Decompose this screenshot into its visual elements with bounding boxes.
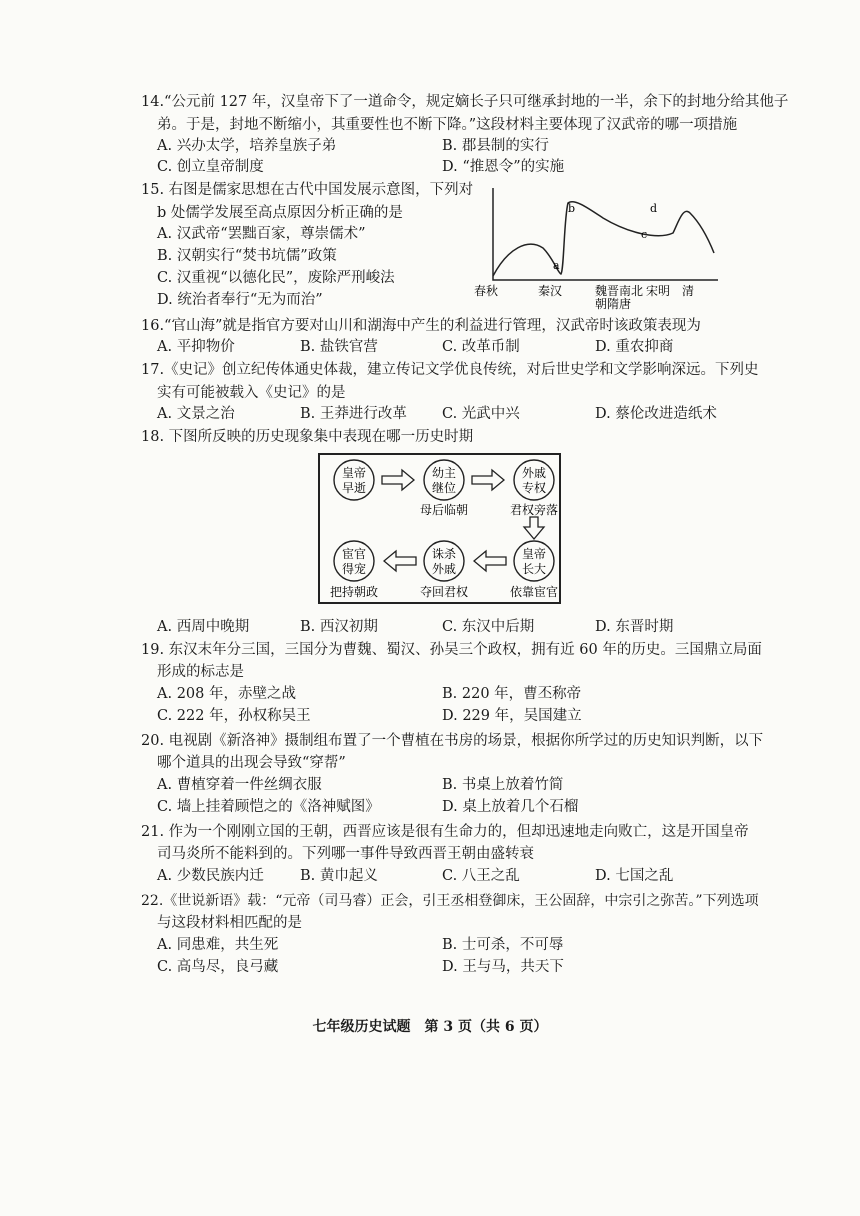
q17-option-d: D. 蔡伦改进造纸术 [595,406,717,422]
node4-line2: 长大 [521,562,547,576]
q21-option-a: A. 少数民族内迁 [157,868,264,884]
q19-stem-line1: 19. 东汉末年分三国，三国分为曹魏、蜀汉、孙吴三个政权，拥有近 60 年的历史。三国鼎立局面 [141,642,762,658]
q14-stem-line1: 14.“公元前 127 年，汉皇帝下了一道命令，规定嫡长子只可继承封地的一半，余下的封地分给其他子 [141,94,789,110]
q15-stem-line2: b 处儒学发展至高点原因分析正确的是 [157,205,403,221]
node3-line1: 外戚 [521,466,547,480]
q21-option-d: D. 七国之乱 [595,868,674,884]
q21-stem-line2: 司马炎所不能料到的。下列哪一事件导致西晋王朝由盛转衰 [157,846,534,862]
q19-option-c: C. 222 年，孙权称吴王 [157,708,311,724]
q19-option-d: D. 229 年，吴国建立 [442,708,582,724]
node5-line1: 诛杀 [431,547,457,561]
node5-line2: 外戚 [431,562,457,576]
q20-option-d: D. 桌上放着几个石榴 [442,799,579,815]
q14-option-a: A. 兴办太学，培养皇族子弟 [157,138,337,154]
q20-stem-line2: 哪个道具的出现会导致“穿帮” [157,755,346,771]
caption-rely-on-eunuchs: 依靠宦官 [509,585,559,599]
q18-option-b: B. 西汉初期 [300,619,378,635]
q14-option-b: B. 郡县制的实行 [442,138,549,154]
q20-option-c: C. 墙上挂着顾恺之的《洛神赋图》 [157,799,380,815]
chart-curve [493,202,714,276]
q15-option-c: C. 汉重视“以德化民”，废除严刑峻法 [157,270,395,286]
q20-option-b: B. 书桌上放着竹简 [442,777,564,793]
chart-xlabel-chunqiu: 春秋 [474,284,499,298]
q17-option-a: A. 文景之治 [157,406,235,422]
arrow-down [524,517,544,539]
q21-option-b: B. 黄巾起义 [300,868,378,884]
chart-point-d: d [650,202,658,215]
q20-stem-line1: 20. 电视剧《新洛神》摄制组布置了一个曹植在书房的场景，根据你所学过的历史知识判断，以下 [141,733,764,749]
node6-line2: 得宠 [341,562,367,576]
q19-option-b: B. 220 年，曹丕称帝 [442,686,582,702]
arrow-right-2 [472,470,504,490]
q15-option-d: D. 统治者奉行“无为而治” [157,292,323,308]
caption-imperial-power-lost: 君权旁落 [509,503,559,517]
q18-stem-line1: 18. 下图所反映的历史现象集中表现在哪一历史时期 [141,429,474,445]
q21-stem-line1: 21. 作为一个刚刚立国的王朝，西晋应该是很有生命力的，但却迅速地走向败亡，这是开国皇帝 [141,824,749,840]
arrow-right-1 [382,470,414,490]
chart-point-b: b [568,202,576,215]
q16-option-b: B. 盐铁官营 [300,339,378,355]
q20-option-a: A. 曹植穿着一件丝绸衣服 [157,777,322,793]
chart-point-a: a [553,259,560,272]
node6-line1: 宦官 [341,547,367,561]
q19-option-a: A. 208 年，赤壁之战 [157,686,296,702]
q17-stem-line2: 实有可能被载入《史记》的是 [157,385,346,401]
q17-stem-line1: 17.《史记》创立纪传体通史体裁，建立传记文学优良传统，对后世史学和文学影响深远。下列史 [141,362,759,378]
node4-line1: 皇帝 [521,547,547,561]
node1-line1: 皇帝 [341,466,367,480]
q16-option-a: A. 平抑物价 [157,339,235,355]
arrow-left-2 [384,551,416,571]
confucianism-development-chart [474,178,728,313]
q22-option-d: D. 王与马，共天下 [442,959,564,975]
caption-empress-regency: 母后临朝 [419,503,469,517]
q15-option-a: A. 汉武帝“罢黜百家，尊崇儒术” [157,226,366,242]
caption-regain-power: 夺回君权 [419,585,469,599]
q22-stem-line1: 22.《世说新语》载：“元帝（司马睿）正会，引王丞相登御床，王公固辞，中宗引之弥苦。”下列选项 [141,893,759,909]
q18-option-a: A. 西周中晚期 [157,619,250,635]
arrow-left-1 [474,551,506,571]
node3-line2: 专权 [521,481,547,495]
q15-stem-line1: 15. 右图是儒家思想在古代中国发展示意图，下列对 [141,182,474,198]
q14-option-d: D. “推恩令”的实施 [442,159,565,175]
q18-option-c: C. 东汉中后期 [442,619,535,635]
node1-line2: 早逝 [341,481,367,495]
q16-stem-line1: 16.“官山海”就是指官方要对山川和湖海中产生的利益进行管理，汉武帝时该政策表现为 [141,318,701,334]
chart-point-c: c [641,228,648,241]
chart-xlabel-qinhan: 秦汉 [538,284,563,298]
q18-option-d: D. 东晋时期 [595,619,674,635]
q15-option-b: B. 汉朝实行“焚书坑儒”政策 [157,248,337,264]
q22-option-c: C. 高鸟尽，良弓藏 [157,959,279,975]
q16-option-c: C. 改革币制 [442,339,520,355]
node2-line1: 幼主 [431,466,457,480]
chart-xlabel-weijin: 魏晋南北 [595,284,644,298]
q17-option-c: C. 光武中兴 [442,406,520,422]
chart-xlabel-songming: 宋明 [646,284,671,298]
caption-control-court: 把持朝政 [329,585,379,599]
chart-axes [493,188,718,280]
page-footer: 七年级历史试题 第 3 页（共 6 页） [312,1019,548,1035]
q17-option-b: B. 王莽进行改革 [300,406,407,422]
q14-stem-line2: 弟。于是，封地不断缩小，其重要性也不断下降。”这段材料主要体现了汉武帝的哪一项措施 [157,117,738,133]
node2-line2: 继位 [431,481,457,495]
eunuch-consort-cycle-diagram [318,453,561,604]
q22-option-b: B. 士可杀，不可辱 [442,937,564,953]
chart-xlabel-qing: 清 [682,284,695,298]
q16-option-d: D. 重农抑商 [595,339,674,355]
q22-option-a: A. 同患难，共生死 [157,937,279,953]
chart-xlabel-suitang: 朝隋唐 [595,297,632,311]
q14-option-c: C. 创立皇帝制度 [157,159,264,175]
q21-option-c: C. 八王之乱 [442,868,520,884]
q19-stem-line2: 形成的标志是 [157,664,244,680]
q22-stem-line2: 与这段材料相匹配的是 [157,915,302,931]
